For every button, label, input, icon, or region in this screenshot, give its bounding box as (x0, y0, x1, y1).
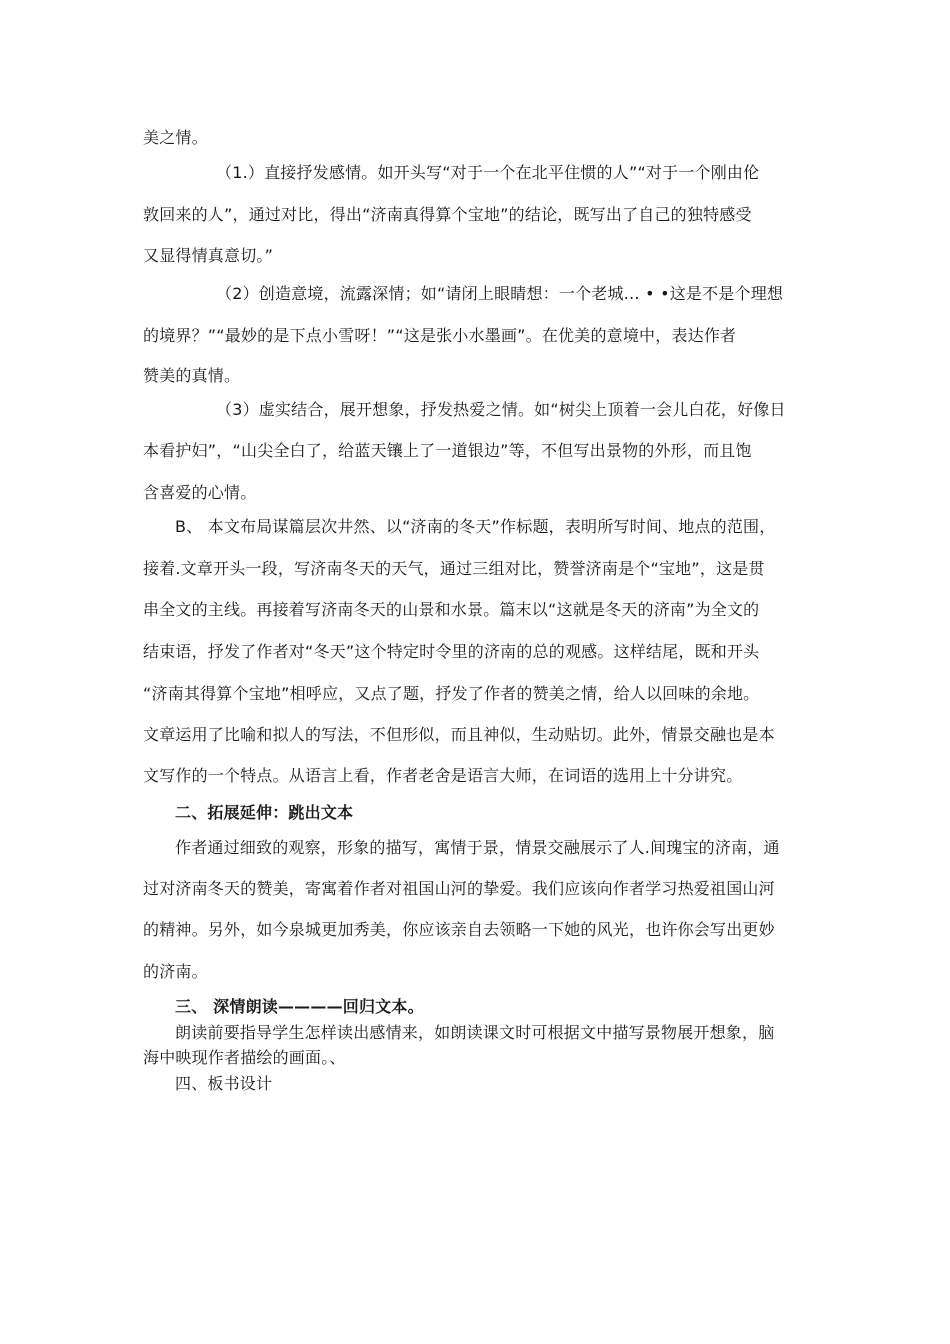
text-line: 美之情。 (143, 128, 208, 147)
text-line: 朗读前要指导学生怎样读出感情来，如朗读课文时可根据文中描写景物展开想象，脑 (175, 1023, 775, 1042)
text-line: 作者通过细致的观察，形象的描写，寓情于景，情景交融展示了人.间瑰宝的济南，通 (175, 838, 780, 857)
section-heading: 二、拓展延伸：跳出文本 (175, 803, 354, 822)
text-line: “济南其得算个宝地”相呼应，又点了题，抒发了作者的赞美之情，给人以回味的余地。 (143, 684, 760, 703)
text-line: 结束语，抒发了作者对“冬天”这个特定时令里的济南的总的观感。这样结尾，既和开头 (143, 642, 760, 661)
text-line: 含喜爱的心情。 (143, 483, 257, 502)
text-line: 文写作的一个特点。从语言上看，作者老舍是语言大师，在词语的选用上十分讲究。 (143, 766, 743, 785)
text-line: 又显得情真意切。” (143, 246, 274, 265)
text-line: 的境界？”“最妙的是下点小雪呀！”“这是张小水墨画”。在优美的意境中，表达作者 (143, 326, 737, 345)
text-line: （2）创造意境，流露深情；如“请闭上眼睛想：一个老城… • •这是不是个理想 (216, 284, 784, 303)
text-line: 串全文的主线。再接着写济南冬天的山景和水景。篇末以“这就是冬天的济南”为全文的 (143, 600, 760, 619)
text-line: （1.）直接抒发感情。如开头写“对于一个在北平住惯的人”“对于一个刚由伦 (216, 163, 760, 182)
text-line: 敦回来的人”，通过对比，得出“济南真得算个宝地”的结论，既写出了自己的独特感受 (143, 205, 752, 224)
text-line: 的济南。 (143, 962, 208, 981)
text-line: 接着.文章开头一段，写济南冬天的天气，通过三组对比，赞誉济南是个“宝地”，这是贯 (143, 559, 765, 578)
section-heading: 四、板书设计 (175, 1074, 273, 1093)
text-line: 海中映现作者描绘的画面。、 (143, 1048, 346, 1067)
text-line: （3）虚实结合，展开想象，抒发热爱之情。如“树尖上顶着一会儿白花，好像日 (216, 400, 786, 419)
text-line: 的精神。另外，如今泉城更加秀美，你应该亲自去领略一下她的风光，也许你会写出更妙 (143, 920, 775, 939)
text-line: 本看护妇”，“山尖全白了，给蓝天镶上了一道银边”等，不但写出景物的外形，而且饱 (143, 441, 752, 460)
text-line: 过对济南冬天的赞美，寄寓着作者对祖国山河的挚爱。我们应该向作者学习热爱祖国山河 (143, 879, 775, 898)
section-heading: 三、 深情朗读————回归文本。 (175, 997, 424, 1016)
text-line: 文章运用了比喻和拟人的写法，不但形似，而且神似，生动贴切。此外，情景交融也是本 (143, 725, 775, 744)
text-line: B、 本文布局谋篇层次井然、以“济南的冬天”作标题，表明所写时间、地点的范围， (175, 517, 776, 536)
text-line: 赞美的真情。 (143, 366, 241, 385)
